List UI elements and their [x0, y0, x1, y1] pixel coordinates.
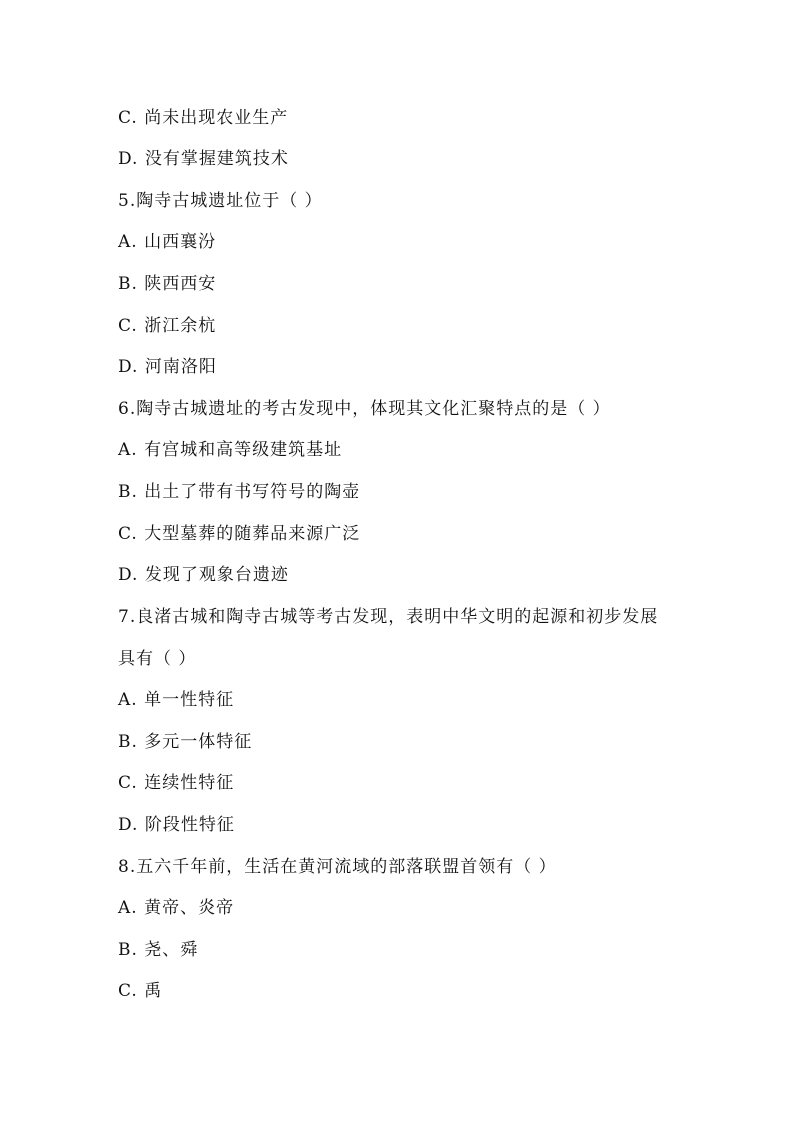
option-line: B. 多元一体特征 — [118, 732, 253, 752]
option-line: D. 没有掌握建筑技术 — [118, 149, 289, 169]
option-line: C. 禹 — [118, 981, 163, 1001]
option-line: D. 阶段性特征 — [118, 815, 235, 835]
option-line: A. 单一性特征 — [118, 690, 235, 710]
option-line: C. 大型墓葬的随葬品来源广泛 — [118, 524, 361, 544]
option-line: C. 浙江余杭 — [118, 316, 217, 336]
option-line: D. 河南洛阳 — [118, 357, 217, 377]
option-line: C. 尚未出现农业生产 — [118, 108, 289, 128]
question-line-continued: 具有（ ） — [118, 649, 197, 669]
option-line: C. 连续性特征 — [118, 773, 235, 793]
question-line: 6.陶寺古城遗址的考古发现中，体现其文化汇聚特点的是（ ） — [118, 399, 611, 419]
option-line: A. 有宫城和高等级建筑基址 — [118, 440, 343, 460]
option-line: B. 尧、舜 — [118, 940, 199, 960]
option-line: B. 陕西西安 — [118, 274, 217, 294]
question-line: 5.陶寺古城遗址位于（ ） — [118, 191, 323, 211]
option-line: A. 山西襄汾 — [118, 232, 217, 252]
option-line: B. 出土了带有书写符号的陶壶 — [118, 482, 361, 502]
question-line: 8.五六千年前，生活在黄河流域的部落联盟首领有（ ） — [118, 857, 557, 877]
option-line: A. 黄帝、炎帝 — [118, 898, 235, 918]
option-line: D. 发现了观象台遗迹 — [118, 565, 289, 585]
question-line: 7.良渚古城和陶寺古城等考古发现，表明中华文明的起源和初步发展 — [118, 607, 659, 627]
